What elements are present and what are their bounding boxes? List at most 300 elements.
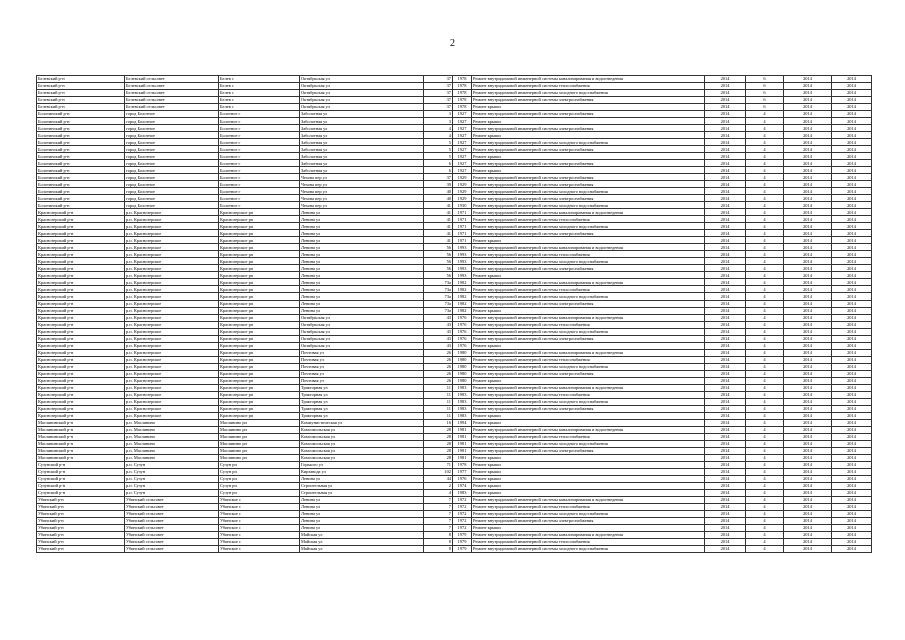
cell-house: 37 — [424, 83, 453, 90]
cell-house: 28 — [424, 447, 453, 454]
cell-number: 4 — [746, 244, 784, 251]
cell-street: Майская ул — [300, 532, 424, 539]
cell-work-type: Ремонт внутридомовой инженерной системы холодного водоснабжения — [472, 139, 705, 146]
cell-settlement: Краснозерское рп — [219, 377, 300, 384]
cell-number: 6 — [746, 90, 784, 97]
cell-street: Майская ул — [300, 539, 424, 546]
cell-house: 28 — [424, 433, 453, 440]
cell-settlement: Краснозерское рп — [219, 223, 300, 230]
table-row — [37, 321, 872, 328]
cell-house: 26 — [424, 370, 453, 377]
cell-district: Краснозерский р-н — [37, 370, 125, 377]
cell-number: 4 — [746, 342, 784, 349]
cell-settlement: Убинское с — [219, 525, 300, 532]
cell-municipality: р.п. Маслянино — [125, 433, 219, 440]
cell-start-year: 2014 — [784, 321, 832, 328]
cell-settlement: Краснозерское рп — [219, 328, 300, 335]
cell-district: Убинский р-н — [37, 517, 125, 524]
cell-work-type: Ремонт внутридомовой инженерной системы холодного водоснабжения — [472, 510, 705, 517]
cell-house: 56 — [424, 272, 453, 279]
cell-settlement: Болотное г — [219, 181, 300, 188]
cell-start-year: 2014 — [784, 433, 832, 440]
cell-street: Тракторная ул — [300, 398, 424, 405]
cell-house: 5 — [424, 139, 453, 146]
cell-work-type: Ремонт внутридомовой инженерной системы электроснабжения — [472, 300, 705, 307]
cell-settlement: Убинское с — [219, 503, 300, 510]
cell-plan-year: 2014 — [705, 412, 746, 419]
cell-district: Краснозерский р-н — [37, 300, 125, 307]
cell-plan-year: 2014 — [705, 328, 746, 335]
cell-number: 4 — [746, 517, 784, 524]
cell-start-year: 2014 — [784, 454, 832, 461]
cell-district: Убинский р-н — [37, 503, 125, 510]
cell-settlement: Краснозерское рп — [219, 237, 300, 244]
table-row — [37, 139, 872, 146]
cell-year: 1927 — [453, 160, 472, 167]
cell-year: 1927 — [453, 132, 472, 139]
cell-district: Убинский р-н — [37, 525, 125, 532]
cell-plan-year: 2014 — [705, 482, 746, 489]
cell-district: Краснозерский р-н — [37, 286, 125, 293]
cell-house: 3 — [424, 118, 453, 125]
cell-district: Краснозерский р-н — [37, 391, 125, 398]
cell-start-year: 2014 — [784, 356, 832, 363]
cell-street: Ленина ул — [300, 237, 424, 244]
cell-street: Комсомольская ул — [300, 426, 424, 433]
cell-year: 1993 — [453, 258, 472, 265]
cell-year: 1929 — [453, 188, 472, 195]
cell-street: Ленина ул — [300, 279, 424, 286]
cell-number: 4 — [746, 426, 784, 433]
table-row — [37, 440, 872, 447]
cell-street: Почтовая ул — [300, 356, 424, 363]
cell-year: 1978 — [453, 90, 472, 97]
cell-settlement: Краснозерское рп — [219, 349, 300, 356]
cell-plan-year: 2014 — [705, 83, 746, 90]
cell-municipality: город Болотное — [125, 174, 219, 181]
cell-number: 4 — [746, 202, 784, 209]
cell-work-type: Ремонт внутридомовой инженерной системы канализирования и водоотведения — [472, 384, 705, 391]
cell-start-year: 2014 — [784, 90, 832, 97]
cell-work-type: Ремонт внутридомовой инженерной системы электроснабжения — [472, 174, 705, 181]
cell-street: Кирзавода ул — [300, 468, 424, 475]
cell-house: 37 — [424, 104, 453, 111]
cell-year: 1927 — [453, 118, 472, 125]
cell-year: 1971 — [453, 223, 472, 230]
cell-start-year: 2014 — [784, 475, 832, 482]
table-row — [37, 230, 872, 237]
table-row — [37, 279, 872, 286]
cell-number: 4 — [746, 525, 784, 532]
cell-number: 4 — [746, 496, 784, 503]
cell-work-type: Ремонт крыши — [472, 167, 705, 174]
cell-house: 43 — [424, 314, 453, 321]
table-row — [37, 454, 872, 461]
cell-year: 1980 — [453, 363, 472, 370]
cell-year: 1974 — [453, 482, 472, 489]
cell-municipality: город Болотное — [125, 181, 219, 188]
cell-year: 1971 — [453, 209, 472, 216]
table-row — [37, 539, 872, 546]
cell-municipality: Убинский сельсовет — [125, 510, 219, 517]
cell-start-year: 2014 — [784, 314, 832, 321]
cell-settlement: Убинское с — [219, 517, 300, 524]
cell-municipality: р.п. Краснозерское — [125, 279, 219, 286]
cell-plan-year: 2014 — [705, 377, 746, 384]
cell-work-type: Ремонт внутридомовой инженерной системы холодного водоснабжения — [472, 293, 705, 300]
cell-end-year: 2014 — [832, 335, 872, 342]
cell-plan-year: 2014 — [705, 405, 746, 412]
cell-street: Майская ул — [300, 546, 424, 553]
cell-start-year: 2014 — [784, 447, 832, 454]
cell-start-year: 2014 — [784, 272, 832, 279]
cell-settlement: Краснозерское рп — [219, 356, 300, 363]
cell-district: Убинский р-н — [37, 546, 125, 553]
cell-house: 102 — [424, 468, 453, 475]
cell-work-type: Ремонт внутридомовой инженерной системы канализирования и водоотведения — [472, 426, 705, 433]
cell-end-year: 2014 — [832, 237, 872, 244]
cell-plan-year: 2014 — [705, 461, 746, 468]
cell-work-type: Ремонт внутридомовой инженерной системы теплоснабжения — [472, 216, 705, 223]
cell-year: 1979 — [453, 546, 472, 553]
cell-number: 4 — [746, 132, 784, 139]
cell-municipality: р.п. Краснозерское — [125, 335, 219, 342]
cell-municipality: город Болотное — [125, 125, 219, 132]
cell-end-year: 2014 — [832, 307, 872, 314]
cell-settlement: Краснозерское рп — [219, 384, 300, 391]
table-row — [37, 405, 872, 412]
cell-work-type: Ремонт внутридомовой инженерной системы теплоснабжения — [472, 503, 705, 510]
table-row — [37, 349, 872, 356]
cell-street: Октябрьская ул — [300, 76, 424, 83]
cell-municipality: р.п. Краснозерское — [125, 384, 219, 391]
cell-number: 4 — [746, 419, 784, 426]
table-row — [37, 525, 872, 532]
cell-street: Ленина ул — [300, 300, 424, 307]
cell-municipality: город Болотное — [125, 111, 219, 118]
cell-number: 4 — [746, 125, 784, 132]
cell-settlement: Краснозерское рп — [219, 391, 300, 398]
cell-year: 1976 — [453, 342, 472, 349]
table-row — [37, 111, 872, 118]
cell-end-year: 2014 — [832, 391, 872, 398]
cell-street: Чехова пер ул — [300, 188, 424, 195]
cell-start-year: 2014 — [784, 461, 832, 468]
cell-year: 1983 — [453, 398, 472, 405]
cell-house: 4 — [424, 125, 453, 132]
cell-year: 1993 — [453, 251, 472, 258]
cell-plan-year: 2014 — [705, 489, 746, 496]
cell-district: Маслянинский р-н — [37, 426, 125, 433]
cell-municipality: р.п. Краснозерское — [125, 314, 219, 321]
cell-number: 4 — [746, 111, 784, 118]
cell-end-year: 2014 — [832, 503, 872, 510]
cell-plan-year: 2014 — [705, 314, 746, 321]
cell-district: Белевский р-н — [37, 76, 125, 83]
cell-work-type: Ремонт внутридомовой инженерной системы электроснабжения — [472, 195, 705, 202]
cell-plan-year: 2014 — [705, 118, 746, 125]
cell-settlement: Белев с — [219, 104, 300, 111]
cell-house: 56 — [424, 244, 453, 251]
table-row — [37, 532, 872, 539]
cell-number: 6 — [746, 76, 784, 83]
cell-street: Чехова пер ул — [300, 181, 424, 188]
cell-start-year: 2014 — [784, 363, 832, 370]
cell-municipality: р.п. Маслянино — [125, 447, 219, 454]
cell-work-type: Ремонт внутридомовой инженерной системы электроснабжения — [472, 111, 705, 118]
cell-year: 1971 — [453, 216, 472, 223]
cell-end-year: 2014 — [832, 447, 872, 454]
cell-work-type: Ремонт крыши — [472, 153, 705, 160]
table-row — [37, 286, 872, 293]
cell-settlement: Болотное г — [219, 160, 300, 167]
cell-plan-year: 2014 — [705, 216, 746, 223]
cell-plan-year: 2014 — [705, 539, 746, 546]
cell-number: 4 — [746, 475, 784, 482]
cell-year: 1927 — [453, 111, 472, 118]
cell-district: Краснозерский р-н — [37, 356, 125, 363]
cell-plan-year: 2014 — [705, 447, 746, 454]
cell-house: 41 — [424, 230, 453, 237]
table-row — [37, 132, 872, 139]
cell-number: 4 — [746, 349, 784, 356]
cell-district: Сузунский р-н — [37, 475, 125, 482]
cell-end-year: 2014 — [832, 433, 872, 440]
cell-house: 41 — [424, 209, 453, 216]
cell-start-year: 2014 — [784, 286, 832, 293]
cell-number: 4 — [746, 181, 784, 188]
cell-house: 43 — [424, 321, 453, 328]
cell-start-year: 2014 — [784, 426, 832, 433]
cell-year: 1980 — [453, 377, 472, 384]
table-row — [37, 475, 872, 482]
cell-end-year: 2014 — [832, 419, 872, 426]
cell-municipality: р.п. Сузун — [125, 461, 219, 468]
cell-number: 4 — [746, 258, 784, 265]
cell-house: 7 — [424, 517, 453, 524]
cell-house: 41 — [424, 223, 453, 230]
cell-end-year: 2014 — [832, 146, 872, 153]
cell-start-year: 2014 — [784, 440, 832, 447]
cell-street: Ленина ул — [300, 517, 424, 524]
cell-plan-year: 2014 — [705, 454, 746, 461]
cell-start-year: 2014 — [784, 279, 832, 286]
cell-number: 4 — [746, 328, 784, 335]
cell-municipality: р.п. Краснозерское — [125, 391, 219, 398]
cell-work-type: Ремонт внутридомовой инженерной системы электроснабжения — [472, 335, 705, 342]
cell-plan-year: 2014 — [705, 321, 746, 328]
cell-settlement: Маслянино рп — [219, 433, 300, 440]
cell-house: 11 — [424, 412, 453, 419]
cell-end-year: 2014 — [832, 139, 872, 146]
table-row — [37, 97, 872, 104]
cell-district: Краснозерский р-н — [37, 377, 125, 384]
cell-plan-year: 2014 — [705, 503, 746, 510]
cell-end-year: 2014 — [832, 489, 872, 496]
cell-plan-year: 2014 — [705, 104, 746, 111]
table-row — [37, 160, 872, 167]
cell-end-year: 2014 — [832, 539, 872, 546]
cell-settlement: Краснозерское рп — [219, 230, 300, 237]
cell-year: 1976 — [453, 328, 472, 335]
cell-work-type: Ремонт внутридомовой инженерной системы канализирования и водоотведения — [472, 349, 705, 356]
cell-street: Ленина ул — [300, 230, 424, 237]
cell-work-type: Ремонт крыши — [472, 104, 705, 111]
cell-number: 4 — [746, 454, 784, 461]
cell-number: 4 — [746, 510, 784, 517]
cell-house: 40 — [424, 188, 453, 195]
cell-street: Чехова пер ул — [300, 174, 424, 181]
cell-year: 1982 — [453, 279, 472, 286]
cell-year: 1978 — [453, 461, 472, 468]
cell-end-year: 2014 — [832, 181, 872, 188]
cell-house: 2 — [424, 482, 453, 489]
cell-settlement: Белев с — [219, 76, 300, 83]
cell-district: Болотинский р-н — [37, 132, 125, 139]
cell-street: Октябрьская ул — [300, 90, 424, 97]
cell-start-year: 2014 — [784, 174, 832, 181]
cell-municipality: р.п. Маслянино — [125, 419, 219, 426]
table-row — [37, 258, 872, 265]
cell-street: Ленина ул — [300, 216, 424, 223]
cell-number: 4 — [746, 167, 784, 174]
cell-settlement: Краснозерское рп — [219, 251, 300, 258]
cell-start-year: 2014 — [784, 265, 832, 272]
cell-number: 4 — [746, 468, 784, 475]
table-row — [37, 391, 872, 398]
cell-district: Болотинский р-н — [37, 125, 125, 132]
cell-street: Тракторная ул — [300, 405, 424, 412]
cell-municipality: р.п. Краснозерское — [125, 216, 219, 223]
cell-work-type: Ремонт внутридомовой инженерной системы теплоснабжения — [472, 391, 705, 398]
cell-end-year: 2014 — [832, 132, 872, 139]
cell-district: Болотинский р-н — [37, 181, 125, 188]
cell-house: 4 — [424, 489, 453, 496]
cell-work-type: Ремонт внутридомовой инженерной системы холодного водоснабжения — [472, 258, 705, 265]
cell-start-year: 2014 — [784, 202, 832, 209]
cell-municipality: Убинский сельсовет — [125, 546, 219, 553]
cell-house: 11 — [424, 405, 453, 412]
cell-plan-year: 2014 — [705, 391, 746, 398]
cell-work-type: Ремонт внутридомовой инженерной системы холодного водоснабжения — [472, 202, 705, 209]
cell-house: 7 — [424, 525, 453, 532]
cell-end-year: 2014 — [832, 223, 872, 230]
cell-work-type: Ремонт внутридомовой инженерной системы электроснабжения — [472, 517, 705, 524]
cell-street: Октябрьская ул — [300, 104, 424, 111]
cell-end-year: 2014 — [832, 216, 872, 223]
cell-municipality: р.п. Краснозерское — [125, 328, 219, 335]
cell-street: Тракторная ул — [300, 384, 424, 391]
cell-house: 37 — [424, 76, 453, 83]
cell-end-year: 2014 — [832, 160, 872, 167]
cell-start-year: 2014 — [784, 503, 832, 510]
cell-plan-year: 2014 — [705, 517, 746, 524]
cell-street: Ленина ул — [300, 525, 424, 532]
cell-plan-year: 2014 — [705, 181, 746, 188]
cell-work-type: Ремонт внутридомовой инженерной системы электроснабжения — [472, 181, 705, 188]
cell-district: Краснозерский р-н — [37, 307, 125, 314]
cell-house: 41 — [424, 202, 453, 209]
table-row — [37, 419, 872, 426]
cell-settlement: Сузун рп — [219, 482, 300, 489]
cell-work-type: Ремонт внутридомовой инженерной системы электроснабжения — [472, 370, 705, 377]
cell-year: 1993 — [453, 265, 472, 272]
cell-number: 4 — [746, 223, 784, 230]
cell-number: 4 — [746, 265, 784, 272]
cell-district: Краснозерский р-н — [37, 237, 125, 244]
cell-start-year: 2014 — [784, 132, 832, 139]
cell-end-year: 2014 — [832, 104, 872, 111]
cell-end-year: 2014 — [832, 111, 872, 118]
cell-municipality: р.п. Сузун — [125, 489, 219, 496]
cell-end-year: 2014 — [832, 546, 872, 553]
table-row — [37, 272, 872, 279]
cell-plan-year: 2014 — [705, 546, 746, 553]
cell-number: 4 — [746, 160, 784, 167]
cell-municipality: р.п. Краснозерское — [125, 342, 219, 349]
cell-municipality: р.п. Краснозерское — [125, 300, 219, 307]
cell-work-type: Ремонт внутридомовой инженерной системы холодного водоснабжения — [472, 328, 705, 335]
cell-work-type: Ремонт внутридомовой инженерной системы холодного водоснабжения — [472, 188, 705, 195]
cell-number: 4 — [746, 209, 784, 216]
cell-work-type: Ремонт крыши — [472, 377, 705, 384]
cell-year: 1927 — [453, 146, 472, 153]
cell-district: Краснозерский р-н — [37, 230, 125, 237]
cell-street: Заболотная ул — [300, 132, 424, 139]
table-row — [37, 496, 872, 503]
cell-number: 4 — [746, 174, 784, 181]
cell-end-year: 2014 — [832, 167, 872, 174]
cell-start-year: 2014 — [784, 517, 832, 524]
cell-settlement: Краснозерское рп — [219, 363, 300, 370]
cell-house: 7 — [424, 503, 453, 510]
cell-house: 73а — [424, 307, 453, 314]
cell-municipality: р.п. Краснозерское — [125, 377, 219, 384]
cell-street: Ленина ул — [300, 496, 424, 503]
cell-municipality: р.п. Маслянино — [125, 440, 219, 447]
cell-plan-year: 2014 — [705, 125, 746, 132]
cell-street: Ленина ул — [300, 209, 424, 216]
cell-plan-year: 2014 — [705, 90, 746, 97]
cell-year: 1978 — [453, 97, 472, 104]
table-row — [37, 153, 872, 160]
cell-start-year: 2014 — [784, 111, 832, 118]
cell-street: Ленина ул — [300, 223, 424, 230]
cell-plan-year: 2014 — [705, 237, 746, 244]
cell-start-year: 2014 — [784, 525, 832, 532]
cell-street: Октябрьская ул — [300, 97, 424, 104]
cell-district: Маслянинский р-н — [37, 447, 125, 454]
cell-municipality: Белевский сельсовет — [125, 83, 219, 90]
cell-year: 1972 — [453, 510, 472, 517]
cell-year: 1976 — [453, 475, 472, 482]
cell-year: 1929 — [453, 195, 472, 202]
table-row — [37, 76, 872, 83]
cell-house: 41 — [424, 216, 453, 223]
cell-work-type: Ремонт внутридомовой инженерной системы канализирования и водоотведения — [472, 314, 705, 321]
cell-settlement: Краснозерское рп — [219, 258, 300, 265]
cell-start-year: 2014 — [784, 97, 832, 104]
table-row — [37, 90, 872, 97]
cell-street: Комсомольская ул — [300, 440, 424, 447]
cell-district: Белевский р-н — [37, 83, 125, 90]
table-row — [37, 244, 872, 251]
cell-year: 1993 — [453, 244, 472, 251]
cell-year: 1977 — [453, 468, 472, 475]
cell-plan-year: 2014 — [705, 258, 746, 265]
cell-year: 1982 — [453, 293, 472, 300]
cell-start-year: 2014 — [784, 377, 832, 384]
